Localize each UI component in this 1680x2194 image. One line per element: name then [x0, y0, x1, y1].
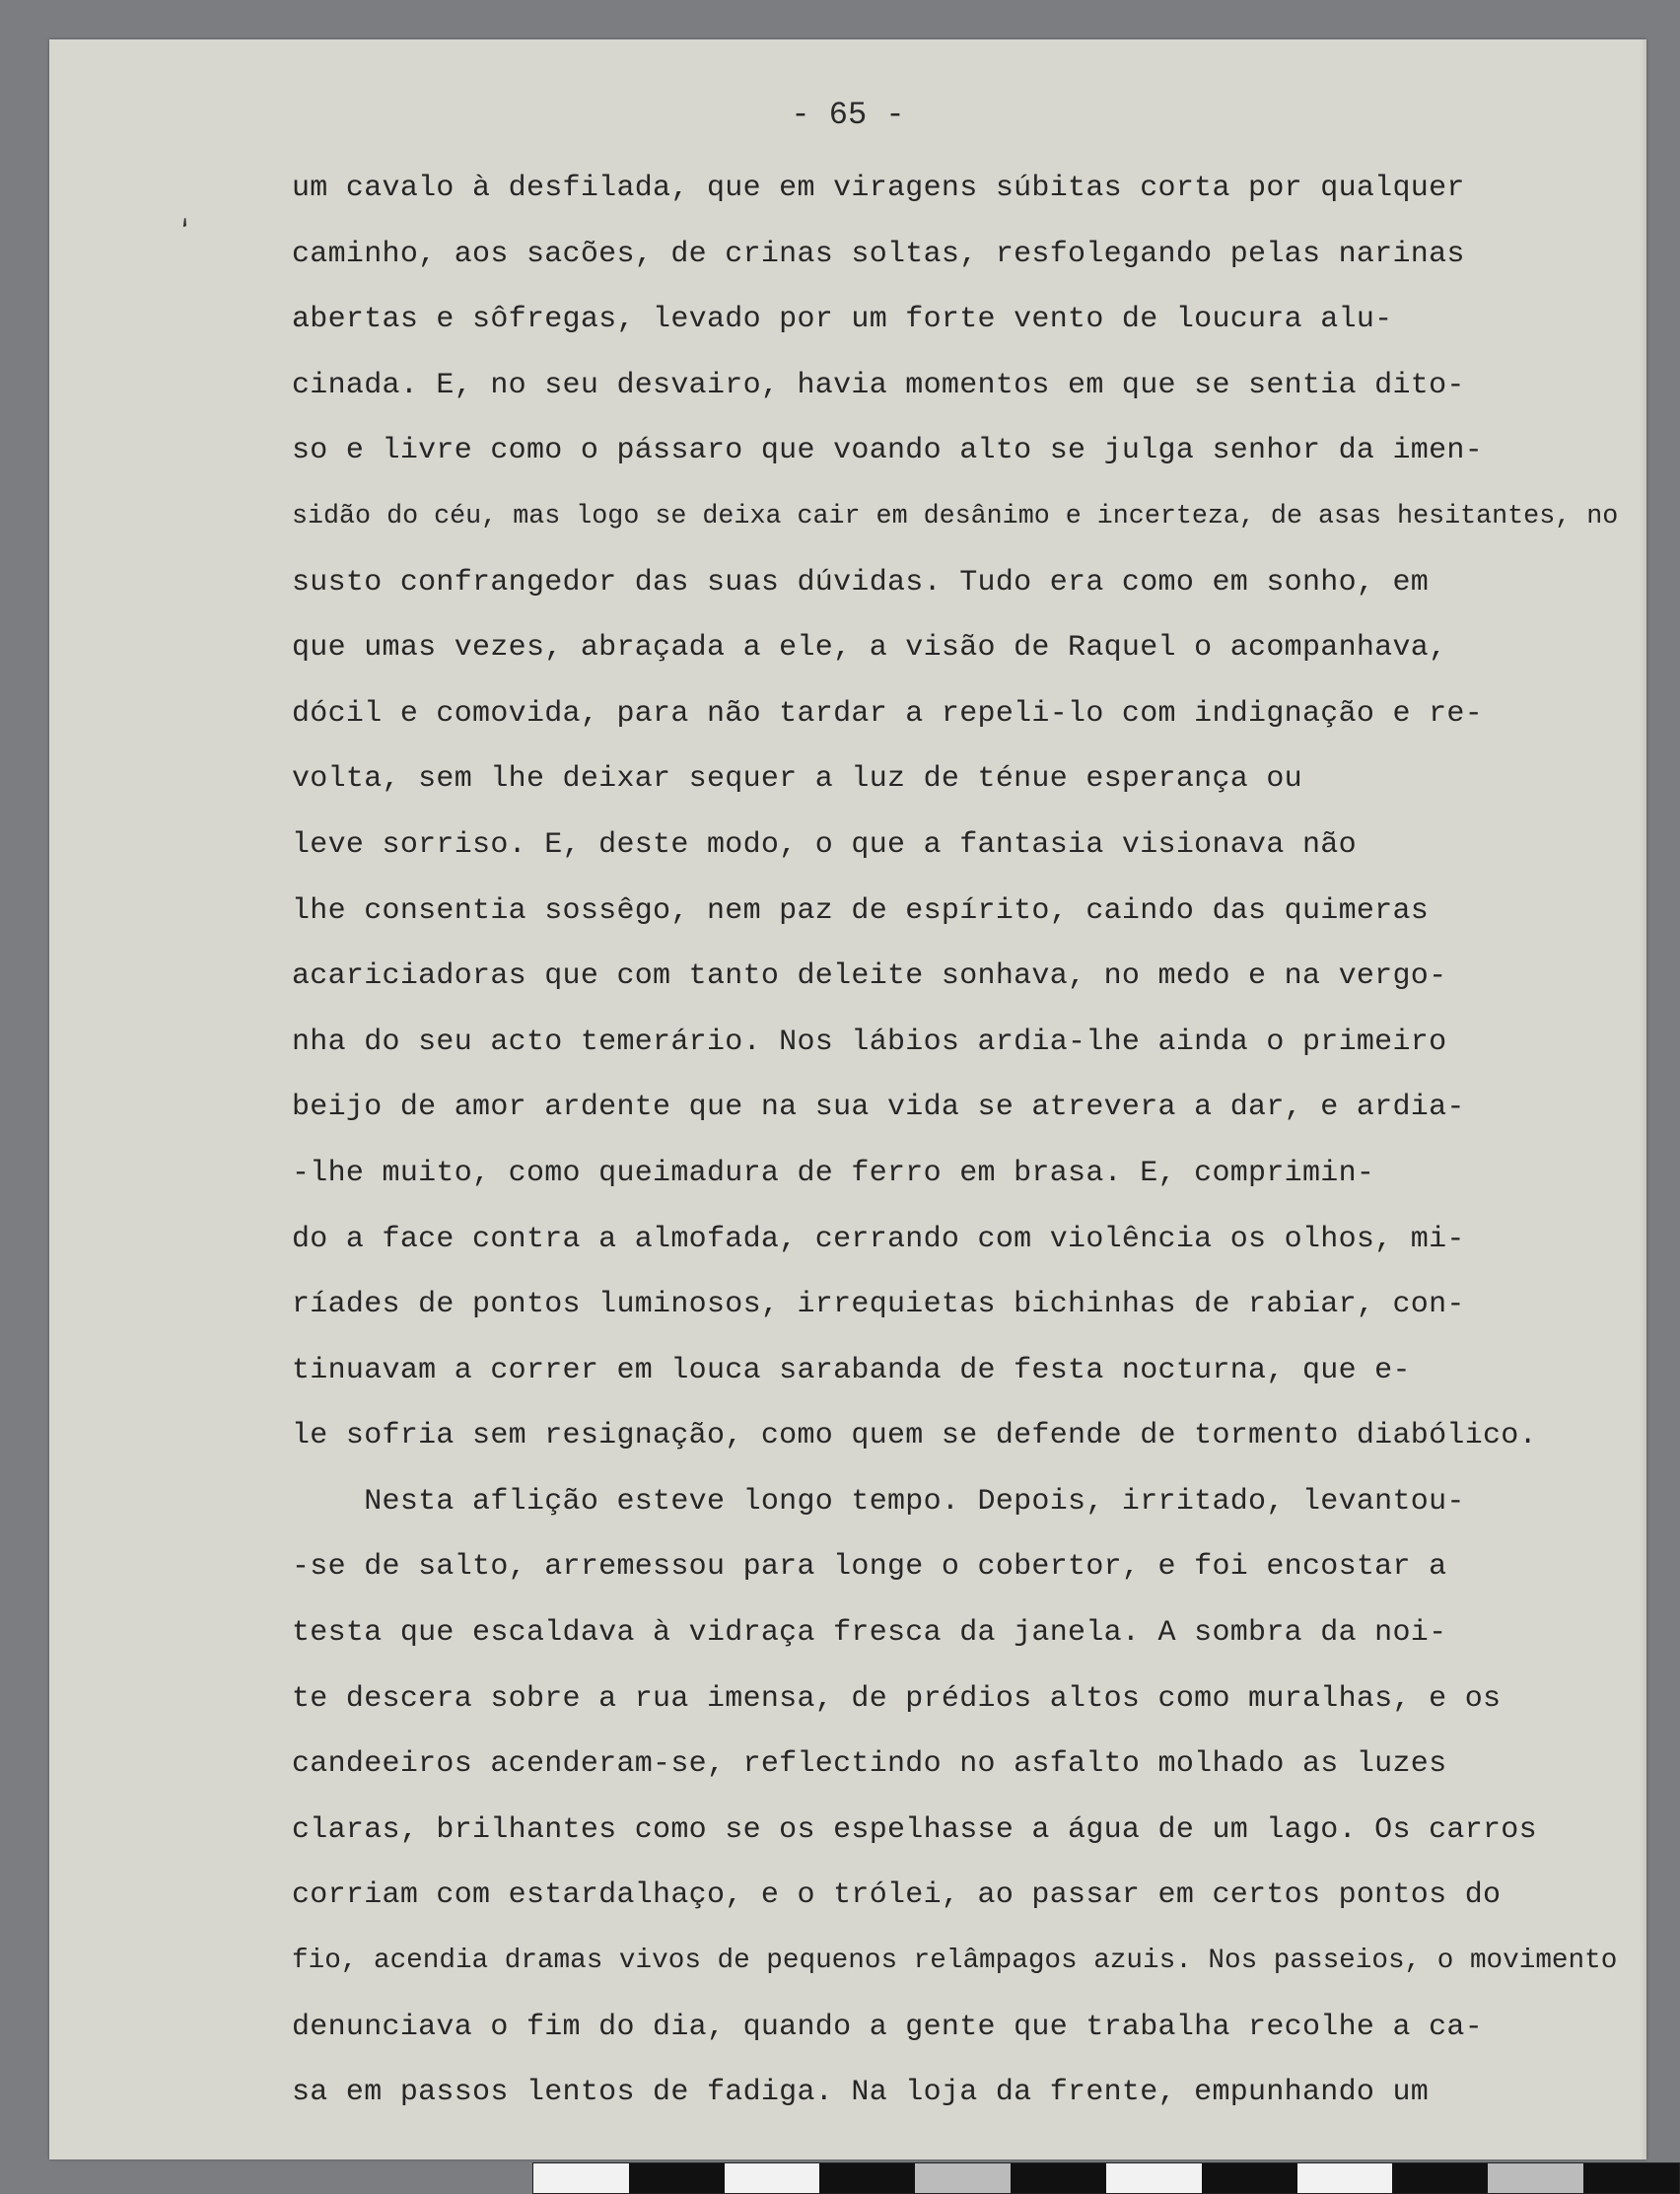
- text-line: -lhe muito, como queimadura de ferro em brasa. E, comprimin-: [292, 1156, 1375, 1190]
- text-line: caminho, aos sacões, de crinas soltas, resfolegando pelas narinas: [292, 237, 1465, 271]
- text-line: abertas e sôfregas, levado por um forte vento de loucura alu-: [292, 303, 1393, 337]
- text-line: tinuavam a correr em louca sarabanda de festa nocturna, que e-: [292, 1353, 1411, 1387]
- text-line: um cavalo à desfilada, que em viragens súbitas corta por qualquer: [292, 172, 1465, 205]
- text-line: acariciadoras que com tanto deleite sonhava, no medo e na vergo-: [292, 959, 1447, 994]
- text-line: corriam com estardalhaço, e o trólei, ao passar em certos pontos do: [292, 1878, 1502, 1913]
- text-line: volta, sem lhe deixar sequer a luz de ténue esperança ou: [292, 762, 1302, 797]
- text-line: le sofria sem resignação, como quem se defende de tormento diabólico.: [292, 1419, 1537, 1453]
- text-line: beijo de amor ardente que na sua vida se atrevera a dar, e ardia-: [292, 1091, 1465, 1125]
- text-line: testa que escaldava à vidraça fresca da janela. A sombra da noi-: [292, 1616, 1447, 1651]
- text-line: fio, acendia dramas vivos de pequenos relâmpagos azuis. Nos passeios, o movimento: [292, 1946, 1618, 1977]
- text-line: so e livre como o pássaro que voando alto se julga senhor da imen-: [292, 434, 1483, 468]
- text-line: -se de salto, arremessou para longe o cobertor, e foi encostar a: [292, 1550, 1447, 1585]
- text-line: Nesta aflição esteve longo tempo. Depois, irritado, levantou-: [292, 1484, 1465, 1519]
- color-scale-bar: [532, 2162, 1680, 2194]
- text-line: claras, brilhantes como se os espelhasse a água de um lago. Os carros: [292, 1812, 1537, 1847]
- text-line: do a face contra a almofada, cerrando com violência os olhos, mi-: [292, 1222, 1465, 1256]
- text-line: cinada. E, no seu desvairo, havia momentos em que se sentia dito-: [292, 368, 1465, 402]
- text-line: susto confrangedor das suas dúvidas. Tudo era como em sonho, em: [292, 565, 1430, 600]
- text-line: que umas vezes, abraçada a ele, a visão de Raquel o acompanhava,: [292, 631, 1447, 666]
- text-line: te descera sobre a rua imensa, de prédios altos como muralhas, e os: [292, 1681, 1502, 1716]
- text-line: nha do seu acto temerário. Nos lábios ardia-lhe ainda o primeiro: [292, 1025, 1447, 1059]
- page-number: - 65 -: [791, 97, 905, 133]
- text-line: lhe consentia sossêgo, nem paz de espírito, caindo das quimeras: [292, 893, 1430, 928]
- typewritten-text: [292, 164, 1618, 2134]
- text-line: leve sorriso. E, deste modo, o que a fantasia visionava não: [292, 827, 1357, 862]
- text-line: sa em passos lentos de fadiga. Na loja da frente, empunhando um: [292, 2076, 1430, 2110]
- text-line: ríades de pontos luminosos, irrequietas bichinhas de rabiar, con-: [292, 1288, 1465, 1322]
- page-edge: [1641, 39, 1646, 2159]
- text-line: sidão do céu, mas logo se deixa cair em desânimo e incerteza, de asas hesitantes, no: [292, 501, 1619, 531]
- text-line: denunciava o fim do dia, quando a gente que trabalha recolhe a ca-: [292, 2010, 1483, 2044]
- text-line: dócil e comovida, para não tardar a repeli-lo com indignação e re-: [292, 696, 1483, 731]
- text-line: candeeiros acenderam-se, reflectindo no asfalto molhado as luzes: [292, 1747, 1447, 1782]
- margin-mark: ‘: [175, 213, 200, 247]
